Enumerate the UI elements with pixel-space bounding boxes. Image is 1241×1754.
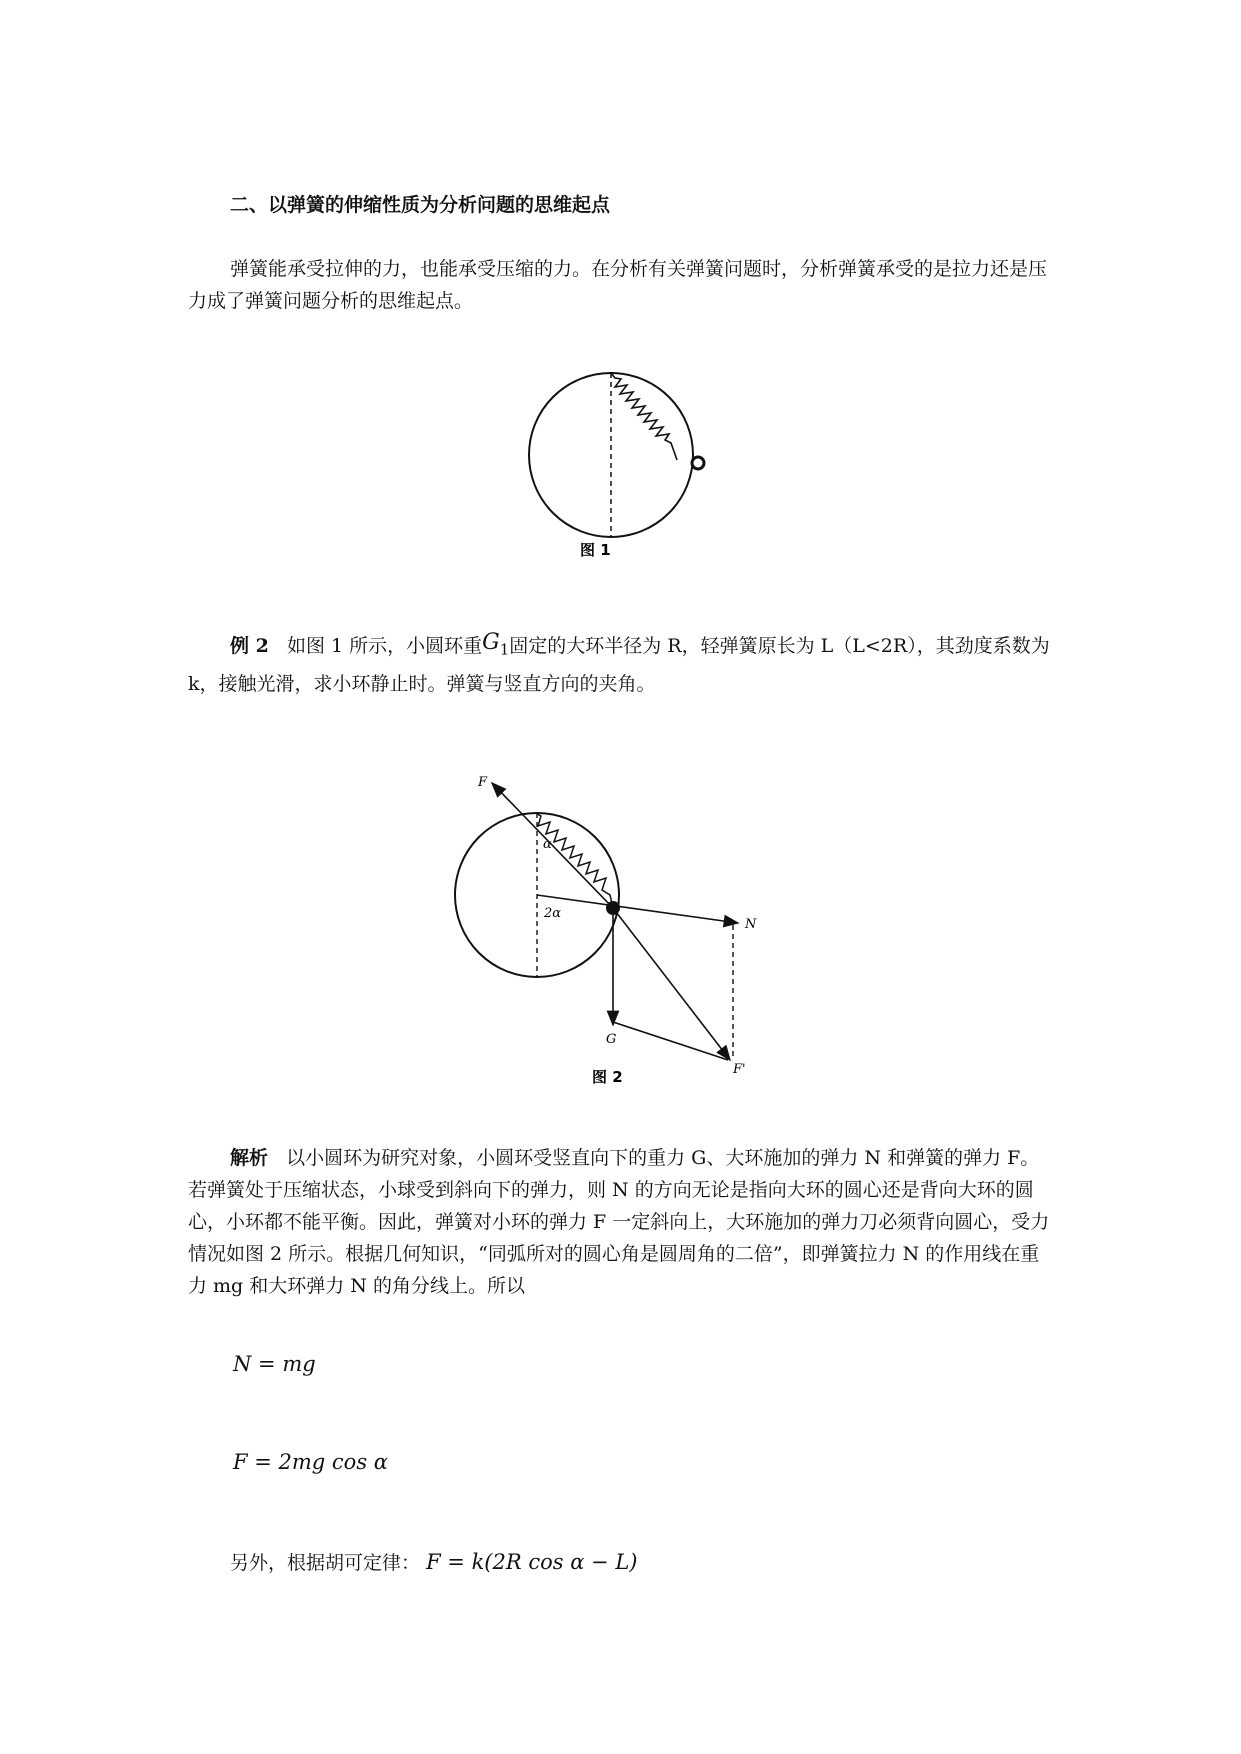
g1-symbol: $G_1$	[482, 630, 510, 659]
label-f-prime: F'	[733, 1062, 746, 1077]
g-to-fprime-line	[613, 1022, 728, 1060]
analysis-text: 以小圆环为研究对象，小圆环受竖直向下的重力 G、大环施加的弹力 N 和弹簧的弹力 F。若弹簧处于压缩状态，小球受到斜向下的弹力，则 N 的方向无论是指向大环的圆心还是背向大环的圆心，小环都不能平衡。因此，弹簧对小环的弹力 F 一定斜向上，大环施加的弹力刀必须背向圆心，受力情况如图 2 所示。根据几何知识，“同弧所对的圆心角是圆周角的二倍”，即弹簧拉力 N 的作用线在重力 mg 和大环弹力 N 的角分线上。所以	[188, 1147, 1050, 1297]
label-g: G	[606, 1032, 617, 1047]
equation-3: F = k(2R cos α − L)	[426, 1550, 638, 1574]
figure-2	[440, 770, 780, 1094]
n-force-arrow	[537, 895, 738, 923]
section-heading: 二、以弹簧的伸缩性质为分析问题的思维起点	[230, 194, 611, 216]
figure-1-caption: 图 1	[580, 541, 611, 559]
equation-1: N = mg	[233, 1352, 316, 1376]
f-force-arrow	[492, 783, 613, 908]
label-2alpha: 2α	[544, 906, 562, 921]
hooke-prefix: 另外，根据胡可定律：	[230, 1552, 421, 1574]
example-text-after: 固定的大环半径为 R，轻弹簧原长为 L（L<2R），其劲度系数为 k，接触光滑，求小环静止时。弹簧与竖直方向的夹角。	[188, 635, 1050, 696]
label-f: F	[478, 775, 488, 790]
f-prime-arrow	[613, 908, 730, 1060]
figure-1	[520, 360, 720, 574]
example-text-before: 如图 1 所示，小圆环重	[286, 635, 483, 657]
small-ring	[606, 901, 620, 915]
analysis-label: 解析	[230, 1147, 269, 1169]
analysis-paragraph	[188, 1142, 1054, 1302]
small-ring	[692, 457, 704, 469]
figure-1-diagram	[520, 360, 720, 570]
spring	[537, 814, 613, 908]
intro-paragraph	[188, 253, 1054, 317]
example-paragraph	[188, 630, 1054, 700]
spring	[611, 373, 677, 460]
equation-2: F = 2mg cos α	[233, 1450, 388, 1474]
figure-2-diagram	[440, 770, 780, 1090]
example-label: 例 2	[230, 635, 269, 657]
label-n: N	[745, 917, 757, 932]
figure-2-caption: 图 2	[592, 1068, 623, 1086]
intro-text: 弹簧能承受拉伸的力，也能承受压缩的力。在分析有关弹簧问题时，分析弹簧承受的是拉力还是压力成了弹簧问题分析的思维起点。	[188, 258, 1048, 312]
label-alpha: α	[543, 837, 552, 852]
hooke-line	[230, 1548, 637, 1575]
